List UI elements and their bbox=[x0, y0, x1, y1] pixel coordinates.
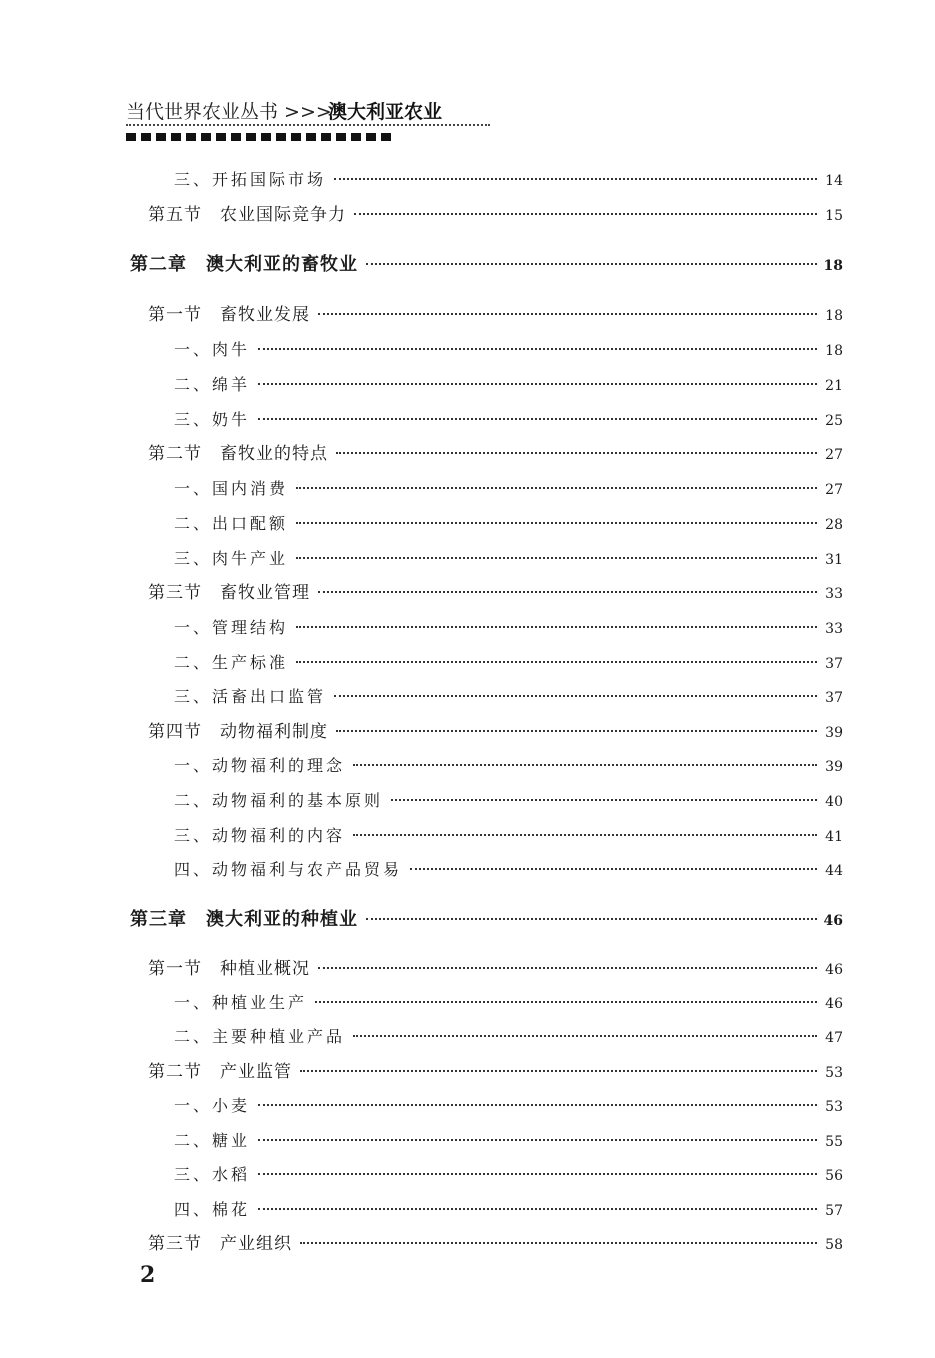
toc-item[interactable] bbox=[174, 167, 843, 193]
toc-entry-title: 一、动物福利的理念 bbox=[174, 756, 346, 775]
toc-entry-title: 二、出口配额 bbox=[174, 514, 289, 533]
toc-entry-title: 三、奶牛 bbox=[174, 410, 251, 429]
dot-leader bbox=[258, 1208, 817, 1210]
dot-leader bbox=[334, 695, 817, 697]
toc-entry-page: 37 bbox=[825, 656, 843, 672]
toc-chapter[interactable] bbox=[130, 907, 843, 933]
toc-entry-page: 18 bbox=[825, 343, 843, 359]
toc-entry-title: 一、国内消费 bbox=[174, 479, 289, 498]
toc-entry-page: 33 bbox=[825, 586, 843, 602]
dot-leader bbox=[300, 1242, 817, 1244]
toc-item[interactable] bbox=[174, 476, 843, 502]
toc-entry-title: 第三节 产业组织 bbox=[148, 1234, 292, 1254]
dot-leader bbox=[318, 967, 817, 969]
toc-entry-page: 46 bbox=[823, 913, 843, 929]
dot-leader bbox=[258, 383, 817, 385]
toc-section[interactable] bbox=[148, 441, 843, 467]
dot-leader bbox=[391, 799, 817, 801]
toc-entry-title: 第四节 动物福利制度 bbox=[148, 722, 328, 742]
toc-entry-title: 四、棉花 bbox=[174, 1200, 251, 1219]
header-dotted-rule bbox=[126, 124, 490, 126]
toc-item[interactable] bbox=[174, 1093, 843, 1119]
toc-entry-title: 一、种植业生产 bbox=[174, 993, 308, 1012]
toc-item[interactable] bbox=[174, 372, 843, 398]
toc-entry-title: 三、活畜出口监管 bbox=[174, 687, 327, 706]
toc-entry-page: 53 bbox=[825, 1065, 843, 1081]
dot-leader bbox=[353, 1035, 817, 1037]
toc-entry-page: 31 bbox=[825, 552, 843, 568]
toc-entry-page: 39 bbox=[825, 759, 843, 775]
toc-entry-page: 27 bbox=[825, 482, 843, 498]
toc-entry-page: 27 bbox=[825, 447, 843, 463]
toc-entry-title: 三、肉牛产业 bbox=[174, 549, 289, 568]
dot-leader bbox=[258, 348, 817, 350]
toc-item[interactable] bbox=[174, 546, 843, 572]
toc-entry-title: 三、开拓国际市场 bbox=[174, 170, 327, 189]
dot-leader bbox=[410, 868, 817, 870]
toc-entry-page: 57 bbox=[825, 1203, 843, 1219]
toc-entry-title: 三、水稻 bbox=[174, 1165, 251, 1184]
toc-entry-title: 第二节 产业监管 bbox=[148, 1062, 292, 1082]
toc-section[interactable] bbox=[148, 302, 843, 328]
dot-leader bbox=[296, 487, 817, 489]
dot-leader bbox=[296, 557, 817, 559]
toc-item[interactable] bbox=[174, 857, 843, 883]
toc-entry-title: 第三章 澳大利亚的种植业 bbox=[130, 909, 358, 930]
page-number: 2 bbox=[140, 1262, 156, 1288]
dot-leader bbox=[300, 1070, 817, 1072]
toc-item[interactable] bbox=[174, 1128, 843, 1154]
toc-entry-page: 40 bbox=[825, 794, 843, 810]
toc-item[interactable] bbox=[174, 684, 843, 710]
toc-item[interactable] bbox=[174, 337, 843, 363]
toc-entry-title: 四、动物福利与农产品贸易 bbox=[174, 860, 403, 879]
toc-entry-title: 第一节 种植业概况 bbox=[148, 959, 310, 979]
toc-entry-page: 46 bbox=[825, 962, 843, 978]
toc-entry-page: 53 bbox=[825, 1099, 843, 1115]
toc-entry-page: 28 bbox=[825, 517, 843, 533]
toc-item[interactable] bbox=[174, 788, 843, 814]
toc-entry-page: 56 bbox=[825, 1168, 843, 1184]
toc-item[interactable] bbox=[174, 1024, 843, 1050]
toc-entry-page: 46 bbox=[825, 996, 843, 1012]
toc-entry-title: 一、管理结构 bbox=[174, 618, 289, 637]
toc-entry-page: 18 bbox=[823, 258, 843, 274]
toc-section[interactable] bbox=[148, 1231, 843, 1257]
toc-item[interactable] bbox=[174, 650, 843, 676]
dot-leader bbox=[258, 1173, 817, 1175]
toc-entry-title: 第二章 澳大利亚的畜牧业 bbox=[130, 254, 358, 275]
toc-section[interactable] bbox=[148, 580, 843, 606]
dot-leader bbox=[318, 591, 817, 593]
toc-entry-page: 21 bbox=[825, 378, 843, 394]
header-block-rule bbox=[126, 133, 391, 141]
toc-item[interactable] bbox=[174, 1162, 843, 1188]
dot-leader bbox=[258, 1139, 817, 1141]
toc-entry-page: 25 bbox=[825, 413, 843, 429]
toc-item[interactable] bbox=[174, 407, 843, 433]
dot-leader bbox=[318, 313, 817, 315]
dot-leader bbox=[353, 764, 817, 766]
toc-entry-page: 33 bbox=[825, 621, 843, 637]
toc-entry-page: 37 bbox=[825, 690, 843, 706]
toc-entry-title: 三、动物福利的内容 bbox=[174, 826, 346, 845]
toc-section[interactable] bbox=[148, 202, 843, 228]
dot-leader bbox=[258, 1104, 817, 1106]
toc-item[interactable] bbox=[174, 753, 843, 779]
running-header bbox=[126, 100, 526, 148]
toc-item[interactable] bbox=[174, 990, 843, 1016]
toc-entry-title: 第一节 畜牧业发展 bbox=[148, 305, 310, 325]
toc-item[interactable] bbox=[174, 823, 843, 849]
book-title: 澳大利亚农业 bbox=[328, 101, 443, 123]
toc-item[interactable] bbox=[174, 511, 843, 537]
dot-leader bbox=[336, 452, 817, 454]
toc-chapter[interactable] bbox=[130, 252, 843, 278]
dot-leader bbox=[353, 834, 817, 836]
dot-leader bbox=[296, 626, 817, 628]
toc-section[interactable] bbox=[148, 1059, 843, 1085]
toc-entry-title: 一、小麦 bbox=[174, 1096, 251, 1115]
series-title: 当代世界农业丛书 >>> bbox=[126, 101, 332, 123]
toc-entry-title: 二、主要种植业产品 bbox=[174, 1027, 346, 1046]
dot-leader bbox=[296, 661, 817, 663]
toc-entry-page: 55 bbox=[825, 1134, 843, 1150]
toc-entry-title: 一、肉牛 bbox=[174, 340, 251, 359]
toc-entry-title: 二、动物福利的基本原则 bbox=[174, 791, 384, 810]
toc-entry-title: 第五节 农业国际竞争力 bbox=[148, 205, 346, 225]
toc-entry-page: 41 bbox=[825, 829, 843, 845]
toc-entry-page: 39 bbox=[825, 725, 843, 741]
toc-entry-title: 二、绵羊 bbox=[174, 375, 251, 394]
dot-leader bbox=[296, 522, 817, 524]
toc-item[interactable] bbox=[174, 615, 843, 641]
dot-leader bbox=[336, 730, 817, 732]
toc-entry-page: 15 bbox=[825, 208, 843, 224]
dot-leader bbox=[334, 178, 817, 180]
dot-leader bbox=[258, 418, 817, 420]
toc-entry-page: 47 bbox=[825, 1030, 843, 1046]
dot-leader bbox=[366, 918, 817, 920]
toc-section[interactable] bbox=[148, 719, 843, 745]
toc-entry-page: 58 bbox=[825, 1237, 843, 1253]
toc-entry-title: 二、糖业 bbox=[174, 1131, 251, 1150]
toc-entry-page: 44 bbox=[825, 863, 843, 879]
toc-section[interactable] bbox=[148, 956, 843, 982]
dot-leader bbox=[354, 213, 817, 215]
toc-entry-title: 第三节 畜牧业管理 bbox=[148, 583, 310, 603]
toc-item[interactable] bbox=[174, 1197, 843, 1223]
dot-leader bbox=[366, 263, 817, 265]
dot-leader bbox=[315, 1001, 817, 1003]
toc-entry-title: 第二节 畜牧业的特点 bbox=[148, 444, 328, 464]
toc-entry-title: 二、生产标准 bbox=[174, 653, 289, 672]
toc-entry-page: 18 bbox=[825, 308, 843, 324]
toc-entry-page: 14 bbox=[825, 173, 843, 189]
